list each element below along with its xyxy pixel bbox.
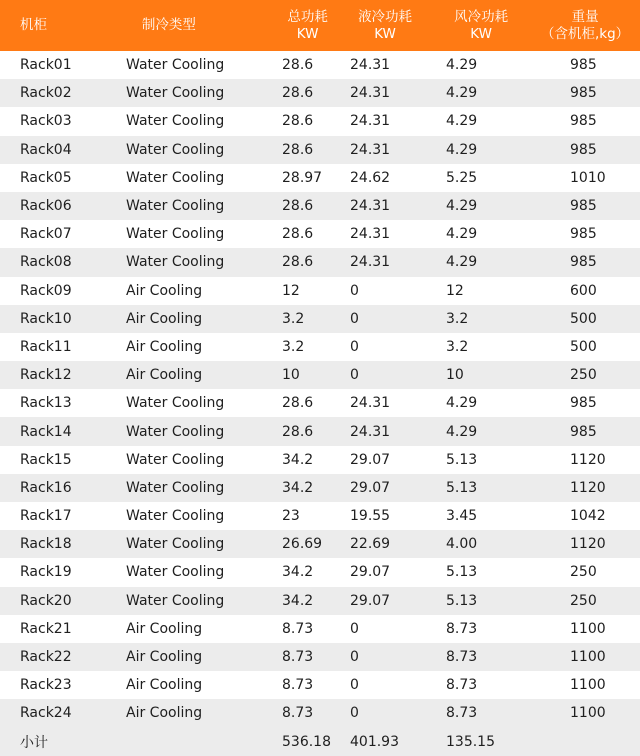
cell-cooling-type: Air Cooling (126, 677, 203, 694)
cell-total-power: 28.97 (282, 169, 323, 186)
cell-weight: 1042 (570, 508, 606, 525)
cell-cooling-type: Air Cooling (126, 649, 203, 666)
cell-liquid-power: 24.31 (350, 254, 391, 271)
cell-air-power: 4.29 (446, 226, 478, 243)
cell-liquid-power: 24.31 (350, 85, 391, 102)
cell-cooling-type: Water Cooling (126, 85, 225, 102)
cell-total-power: 28.6 (282, 85, 314, 102)
cell-rack: Rack20 (20, 592, 72, 609)
cell-cooling-type: Water Cooling (126, 169, 225, 186)
header-total-power (277, 9, 338, 43)
cell-weight: 1010 (570, 169, 606, 186)
cell-rack: Rack18 (20, 536, 72, 553)
cell-weight: 600 (570, 282, 597, 299)
cell-total-power: 28.6 (282, 254, 314, 271)
cell-liquid-power: 24.31 (350, 423, 391, 440)
cell-weight: 250 (570, 592, 597, 609)
cell-liquid-power: 24.31 (350, 226, 391, 243)
cell-air-power: 4.29 (446, 198, 478, 215)
cell-air-power: 3.2 (446, 338, 469, 355)
table-body (0, 51, 640, 728)
cell-weight: 985 (570, 423, 597, 440)
cell-cooling-type: Air Cooling (126, 282, 203, 299)
cell-liquid-power: 24.31 (350, 57, 391, 74)
cell-weight: 1120 (570, 479, 606, 496)
header-total-power-unit: KW (296, 25, 319, 42)
cell-total-power: 34.2 (282, 592, 314, 609)
cell-cooling-type: Water Cooling (126, 141, 225, 158)
cell-weight: 1100 (570, 620, 606, 637)
cell-rack: Rack01 (20, 57, 72, 74)
table-row (0, 615, 640, 643)
cell-liquid-power: 0 (350, 677, 359, 694)
header-weight (530, 9, 640, 43)
cell-weight: 250 (570, 564, 597, 581)
cell-liquid-power: 0 (350, 705, 359, 722)
header-weight-label: 重量 (571, 8, 599, 25)
header-liquid-power-unit: KW (374, 25, 396, 42)
table-row (0, 220, 640, 248)
cell-cooling-type: Air Cooling (126, 310, 203, 327)
cell-cooling-type: Water Cooling (126, 592, 225, 609)
cell-rack: Rack19 (20, 564, 72, 581)
cell-liquid-power: 22.69 (350, 536, 391, 553)
table-row (0, 558, 640, 586)
table-row (0, 587, 640, 615)
cell-liquid-power: 24.62 (350, 169, 391, 186)
cell-total-power: 28.6 (282, 113, 314, 130)
cell-air-power: 5.25 (446, 169, 478, 186)
cell-total-power: 28.6 (282, 198, 314, 215)
cell-air-power: 3.45 (446, 508, 478, 525)
cell-total-power: 10 (282, 367, 300, 384)
table-row (0, 699, 640, 727)
cell-total-power: 34.2 (282, 564, 314, 581)
cell-air-power: 4.29 (446, 395, 478, 412)
cell-rack: Rack22 (20, 649, 72, 666)
cell-rack: Rack08 (20, 254, 72, 271)
cell-cooling-type: Air Cooling (126, 367, 203, 384)
cell-liquid-power: 29.07 (350, 564, 391, 581)
cell-total-power: 3.2 (282, 310, 305, 327)
cell-air-power: 4.00 (446, 536, 478, 553)
cell-cooling-type: Air Cooling (126, 705, 203, 722)
cell-rack: Rack15 (20, 451, 72, 468)
header-total-power-label: 总功耗 (287, 8, 328, 25)
table-row (0, 192, 640, 220)
subtotal-row (0, 728, 640, 756)
cell-liquid-power: 29.07 (350, 479, 391, 496)
cell-total-power: 26.69 (282, 536, 323, 553)
cell-weight: 1120 (570, 536, 606, 553)
cell-cooling-type: Water Cooling (126, 423, 225, 440)
header-rack: 机柜 (20, 17, 47, 33)
cell-total-power: 8.73 (282, 620, 314, 637)
cell-weight: 985 (570, 141, 597, 158)
cell-total-power: 28.6 (282, 57, 314, 74)
cell-total-power: 28.6 (282, 395, 314, 412)
cell-weight: 985 (570, 198, 597, 215)
cell-rack: Rack14 (20, 423, 72, 440)
cell-rack: Rack17 (20, 508, 72, 525)
cell-liquid-power: 24.31 (350, 113, 391, 130)
cell-air-power: 4.29 (446, 113, 478, 130)
cell-total-power: 12 (282, 282, 300, 299)
table-row (0, 164, 640, 192)
cell-cooling-type: Air Cooling (126, 338, 203, 355)
cell-air-power: 10 (446, 367, 464, 384)
cell-liquid-power: 29.07 (350, 592, 391, 609)
cell-rack: Rack10 (20, 310, 72, 327)
cell-rack: Rack07 (20, 226, 72, 243)
cell-rack: Rack24 (20, 705, 72, 722)
table-row (0, 107, 640, 135)
cell-total-power: 28.6 (282, 423, 314, 440)
header-weight-unit: （含机柜,kg） (540, 25, 630, 42)
cell-cooling-type: Water Cooling (126, 198, 225, 215)
cell-liquid-power: 0 (350, 310, 359, 327)
cell-air-power: 8.73 (446, 677, 478, 694)
cell-air-power: 4.29 (446, 254, 478, 271)
cell-liquid-power: 0 (350, 620, 359, 637)
table-row (0, 389, 640, 417)
cell-weight: 985 (570, 113, 597, 130)
cell-weight: 985 (570, 226, 597, 243)
subtotal-liquid-power: 401.93 (350, 733, 399, 750)
cell-total-power: 8.73 (282, 705, 314, 722)
cell-rack: Rack12 (20, 367, 72, 384)
table-row (0, 136, 640, 164)
subtotal-total-power: 536.18 (282, 733, 331, 750)
cell-air-power: 5.13 (446, 479, 478, 496)
cell-air-power: 5.13 (446, 592, 478, 609)
cell-air-power: 4.29 (446, 85, 478, 102)
cell-total-power: 34.2 (282, 479, 314, 496)
cell-air-power: 5.13 (446, 451, 478, 468)
header-liquid-power-label: 液冷功耗 (358, 8, 413, 25)
table-header (0, 0, 640, 51)
table-row (0, 333, 640, 361)
table-row (0, 361, 640, 389)
cell-liquid-power: 0 (350, 367, 359, 384)
cell-weight: 1120 (570, 451, 606, 468)
cell-liquid-power: 19.55 (350, 508, 391, 525)
table-row (0, 643, 640, 671)
cell-rack: Rack05 (20, 169, 72, 186)
table-row (0, 79, 640, 107)
cell-air-power: 3.2 (446, 310, 469, 327)
cell-air-power: 5.13 (446, 564, 478, 581)
cell-total-power: 3.2 (282, 338, 305, 355)
cell-total-power: 8.73 (282, 677, 314, 694)
cell-rack: Rack11 (20, 338, 72, 355)
cell-rack: Rack21 (20, 620, 72, 637)
cell-total-power: 28.6 (282, 141, 314, 158)
table-row (0, 446, 640, 474)
table-row (0, 474, 640, 502)
cell-cooling-type: Air Cooling (126, 620, 203, 637)
cell-liquid-power: 0 (350, 338, 359, 355)
cell-weight: 985 (570, 85, 597, 102)
cell-air-power: 8.73 (446, 705, 478, 722)
cell-cooling-type: Water Cooling (126, 508, 225, 525)
table-row (0, 248, 640, 276)
cell-liquid-power: 24.31 (350, 395, 391, 412)
header-cooling-type: 制冷类型 (141, 17, 196, 33)
header-air-power-unit: KW (470, 25, 493, 42)
cell-weight: 1100 (570, 649, 606, 666)
header-air-power-label: 风冷功耗 (454, 8, 509, 25)
cell-weight: 500 (570, 310, 597, 327)
cell-liquid-power: 24.31 (350, 198, 391, 215)
table-row (0, 417, 640, 445)
cell-air-power: 12 (446, 282, 464, 299)
cell-air-power: 4.29 (446, 141, 478, 158)
cell-weight: 500 (570, 338, 597, 355)
cell-rack: Rack02 (20, 85, 72, 102)
table-row (0, 502, 640, 530)
cell-total-power: 34.2 (282, 451, 314, 468)
cell-cooling-type: Water Cooling (126, 226, 225, 243)
table-row (0, 305, 640, 333)
cell-cooling-type: Water Cooling (126, 536, 225, 553)
cell-rack: Rack03 (20, 113, 72, 130)
cell-total-power: 23 (282, 508, 300, 525)
cell-rack: Rack09 (20, 282, 72, 299)
cell-cooling-type: Water Cooling (126, 451, 225, 468)
cell-air-power: 4.29 (446, 423, 478, 440)
cell-weight: 985 (570, 57, 597, 74)
cell-weight: 985 (570, 395, 597, 412)
cell-cooling-type: Water Cooling (126, 113, 225, 130)
cell-liquid-power: 29.07 (350, 451, 391, 468)
cell-liquid-power: 0 (350, 282, 359, 299)
table-row (0, 530, 640, 558)
cell-cooling-type: Water Cooling (126, 479, 225, 496)
cell-rack: Rack06 (20, 198, 72, 215)
table-row (0, 277, 640, 305)
header-air-power (432, 9, 530, 43)
cell-cooling-type: Water Cooling (126, 395, 225, 412)
cell-total-power: 8.73 (282, 649, 314, 666)
cell-rack: Rack13 (20, 395, 72, 412)
cell-cooling-type: Water Cooling (126, 254, 225, 271)
cell-air-power: 4.29 (446, 57, 478, 74)
cell-liquid-power: 0 (350, 649, 359, 666)
cell-weight: 1100 (570, 705, 606, 722)
cell-air-power: 8.73 (446, 649, 478, 666)
cell-weight: 1100 (570, 677, 606, 694)
cell-total-power: 28.6 (282, 226, 314, 243)
subtotal-air-power: 135.15 (446, 733, 495, 750)
cell-liquid-power: 24.31 (350, 141, 391, 158)
subtotal-label: 小计 (20, 734, 48, 751)
cell-rack: Rack16 (20, 479, 72, 496)
cell-rack: Rack04 (20, 141, 72, 158)
table-row (0, 51, 640, 79)
cell-weight: 250 (570, 367, 597, 384)
cell-cooling-type: Water Cooling (126, 564, 225, 581)
cell-cooling-type: Water Cooling (126, 57, 225, 74)
cell-weight: 985 (570, 254, 597, 271)
header-liquid-power (338, 9, 432, 43)
cell-rack: Rack23 (20, 677, 72, 694)
table-row (0, 671, 640, 699)
cell-air-power: 8.73 (446, 620, 478, 637)
